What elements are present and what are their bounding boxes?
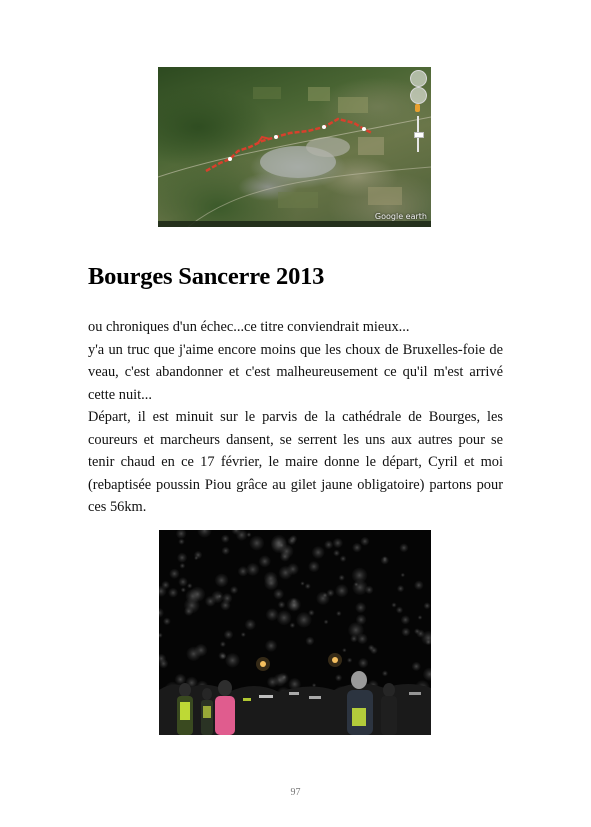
- bokeh-orb: [401, 615, 410, 624]
- bokeh-orb: [335, 584, 348, 597]
- bokeh-orb: [181, 587, 186, 592]
- map-navigation-controls[interactable]: [409, 70, 427, 160]
- bokeh-orb: [401, 573, 405, 577]
- bokeh-orb: [352, 543, 361, 552]
- bokeh-orb: [396, 607, 403, 614]
- bokeh-orb: [381, 556, 389, 564]
- bokeh-orb: [198, 530, 212, 538]
- bokeh-orb: [218, 594, 222, 598]
- bokeh-orb: [339, 575, 345, 581]
- bokeh-orb: [273, 589, 283, 599]
- bokeh-orb: [159, 659, 168, 668]
- map-overlay: [158, 67, 431, 227]
- bokeh-orb: [324, 620, 329, 625]
- bokeh-orb: [392, 603, 397, 608]
- bokeh-orb: [333, 538, 343, 548]
- bokeh-orb: [238, 566, 248, 576]
- bokeh-orb: [219, 652, 227, 660]
- bokeh-orb: [305, 583, 311, 589]
- compass-icon[interactable]: [410, 70, 427, 87]
- bokeh-orb: [342, 648, 346, 652]
- night-photo-scene: [159, 530, 431, 735]
- bokeh-orb: [271, 535, 287, 551]
- bokeh-orb: [324, 540, 333, 549]
- bokeh-orb: [312, 546, 325, 559]
- paragraph: y'a un truc que j'aime encore moins que les choux de Bruxelles-foie de veau, c'est abandonner et c'est malheureusement ce qu'il m'est arrivé cette nuit...: [88, 341, 503, 403]
- page-title: Bourges Sancerre 2013: [88, 263, 325, 290]
- bokeh-orb: [259, 555, 271, 567]
- bokeh-orb: [266, 608, 278, 620]
- bokeh-orb: [265, 640, 277, 652]
- page-number: 97: [290, 787, 301, 798]
- bokeh-orb: [352, 580, 367, 595]
- bokeh-orb: [230, 586, 238, 594]
- bokeh-orb: [280, 552, 290, 562]
- bokeh-orb: [168, 588, 178, 598]
- bokeh-orb: [423, 668, 431, 681]
- bokeh-orb: [250, 536, 265, 551]
- bokeh-orb: [187, 583, 192, 588]
- bokeh-orb: [277, 611, 292, 626]
- bokeh-orb: [354, 582, 358, 586]
- article-body: [88, 316, 503, 519]
- bokeh-orb: [220, 641, 226, 647]
- bokeh-orb: [180, 563, 186, 569]
- bokeh-orb: [289, 600, 300, 611]
- bokeh-orb: [215, 574, 228, 587]
- bokeh-orb: [222, 593, 232, 603]
- bokeh-orb: [424, 602, 431, 609]
- bokeh-orb: [159, 633, 163, 638]
- bokeh-orb: [336, 611, 341, 616]
- bokeh-orb: [347, 658, 352, 663]
- bokeh-orb: [224, 630, 233, 639]
- bokeh-orb: [176, 530, 186, 539]
- bokeh-orb: [327, 589, 335, 597]
- bokeh-orb: [355, 602, 366, 613]
- satellite-map-image: [158, 67, 431, 227]
- bokeh-orb: [169, 569, 179, 579]
- bokeh-orb: [358, 658, 368, 668]
- bokeh-orb: [241, 632, 246, 637]
- bokeh-orb: [184, 607, 193, 616]
- bokeh-orb: [194, 551, 202, 559]
- bokeh-orb: [296, 612, 311, 627]
- bokeh-orb: [159, 608, 164, 618]
- bokeh-orb: [279, 566, 292, 579]
- bokeh-orb: [333, 550, 340, 557]
- bokeh-orb: [368, 645, 374, 651]
- bokeh-orb: [300, 581, 304, 585]
- paragraph: Départ, il est minuit sur le parvis de la cathédrale de Bourges, les coureurs et marcheurs dansent, se serrent les uns aux autres pour se tenir chaud en ce 17 février, le maire donne le départ, Cyril et moi (rebaptisée poussin Piou grâce au gilet jaune obligatoire) partons pour ces 56km.: [88, 409, 503, 515]
- bokeh-orb: [340, 556, 346, 562]
- bokeh-orb: [402, 628, 411, 637]
- bokeh-orb: [190, 587, 205, 602]
- bokeh-orb: [282, 675, 287, 680]
- bokeh-orb: [178, 577, 187, 586]
- bokeh-orb: [414, 581, 423, 590]
- bokeh-orb: [418, 615, 422, 619]
- bokeh-orb: [414, 628, 420, 634]
- bokeh-orb: [225, 653, 239, 667]
- bokeh-orb: [356, 614, 366, 624]
- bokeh-orb: [267, 677, 278, 688]
- bokeh-orb: [245, 619, 256, 630]
- bokeh-orb: [306, 637, 315, 646]
- bokeh-orb: [178, 539, 184, 545]
- paragraph: ou chroniques d'un échec...ce titre conviendrait mieux...: [88, 319, 410, 335]
- rain-bokeh: [159, 530, 431, 703]
- bokeh-orb: [187, 647, 201, 661]
- bokeh-orb: [308, 561, 319, 572]
- bokeh-orb: [264, 576, 278, 590]
- bokeh-orb: [221, 535, 229, 543]
- bokeh-orb: [177, 553, 187, 563]
- bokeh-orb: [335, 674, 342, 681]
- bokeh-orb: [247, 532, 252, 537]
- bokeh-orb: [397, 585, 404, 592]
- pan-control-icon[interactable]: [410, 87, 427, 104]
- bokeh-orb: [290, 623, 295, 628]
- bokeh-orb: [412, 662, 421, 671]
- bokeh-orb: [382, 671, 388, 677]
- bokeh-orb: [163, 618, 170, 625]
- street-view-pegman-icon[interactable]: [415, 104, 420, 112]
- zoom-slider-handle[interactable]: [414, 132, 424, 138]
- night-start-photo: [159, 530, 431, 735]
- bokeh-orb: [246, 563, 259, 576]
- bokeh-orb: [400, 543, 409, 552]
- bokeh-orb: [361, 537, 370, 546]
- map-credit: Google earth: [374, 212, 427, 221]
- bokeh-orb: [278, 601, 285, 608]
- bokeh-orb: [288, 537, 296, 545]
- bokeh-orb: [222, 547, 230, 555]
